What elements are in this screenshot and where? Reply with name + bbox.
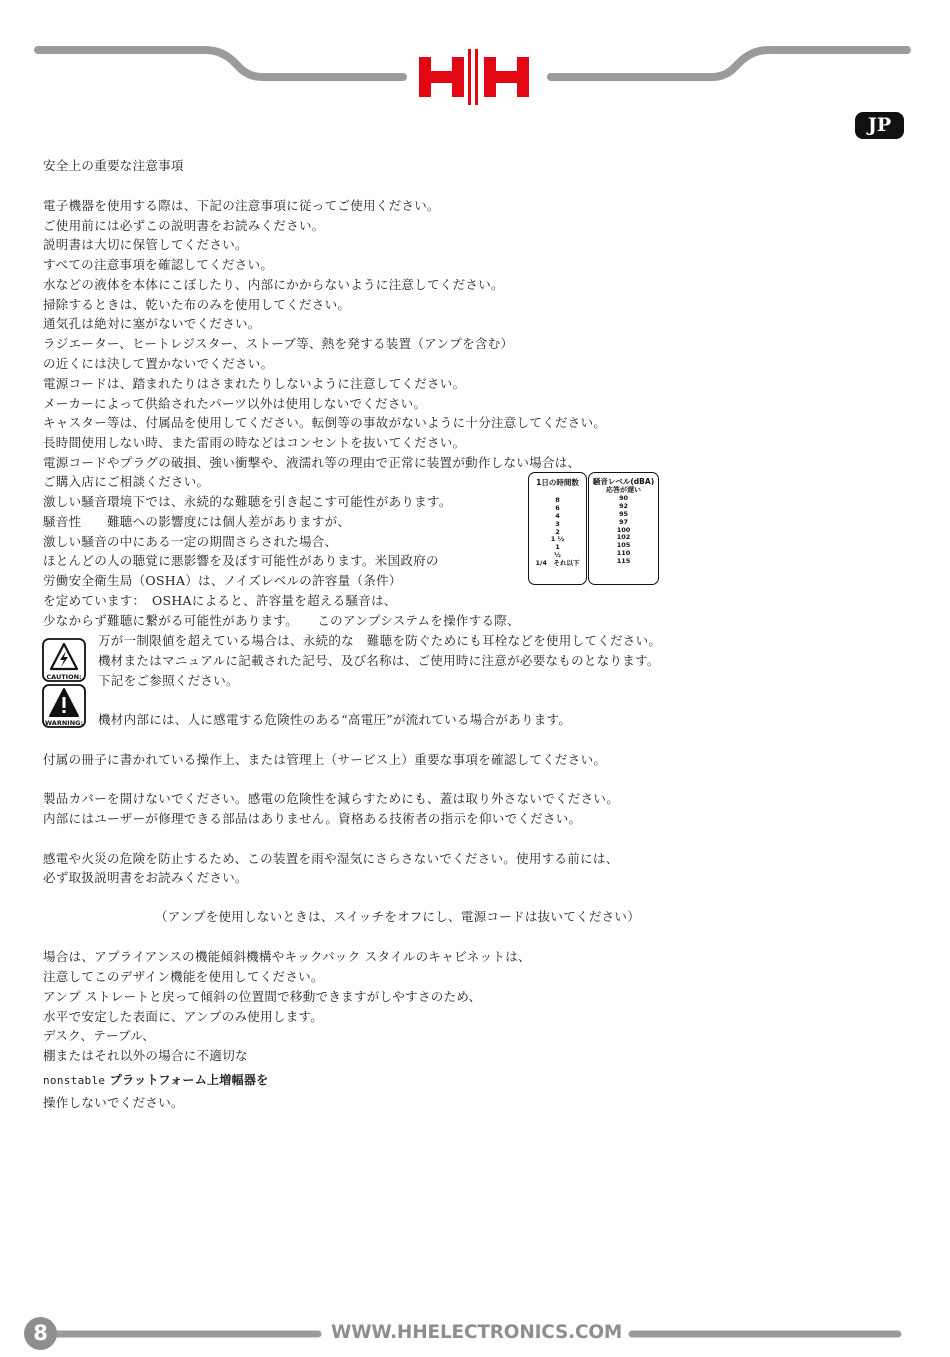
body-line: ご使用前には必ずこの説明書をお読みください。 [43,218,325,233]
level-value: 110 [616,549,631,558]
level-value: 105 [616,541,631,550]
body-line: 水などの液体を本体にこぼしたり、内部にかからないように注意してください。 [43,277,504,292]
caution-label: CAUTION: [46,673,82,681]
body-line: 激しい騒音の中にある一定の期間さらされた場合、 [43,534,338,549]
warning-sign [42,684,86,728]
cover-paragraph-line: 内部にはユーザーが修理できる部品はありません。資格ある技術者の指示を仰いでください。 [43,811,582,826]
hours-value: 1 ½ [550,535,565,544]
hh-logo [419,49,529,105]
body-line: ほとんどの人の聴覚に悪影響を及ぼす可能性があります。米国政府の [43,553,439,568]
level-value: 115 [616,557,631,566]
body-line: 説明書は大切に保管してください。 [43,237,248,252]
cart-line: アンプ ストレートと戻って傾斜の位置間で移動できますがしやすさのため、 [43,989,482,1004]
level-value: 100 [616,525,631,534]
icon-line: 機材またはマニュアルに記載された記号、及び名称は、ご使用時に注意が必要なものとなります。 [98,653,660,668]
body-line: ご購入店にご相談ください。 [43,474,210,489]
level-value: 92 [618,501,629,510]
nonstable-word: nonstable [43,1074,106,1087]
body-line: 電子機器を使用する際は、下記の注意事項に従ってご使用ください。 [43,198,440,213]
hours-column-box [528,472,587,585]
header-bar-left [38,50,403,77]
level-value: 102 [616,533,631,542]
body-line: 電源コードやプラグの破損、強い衝撃や、液濡れ等の理由で正常に装置が動作しない場合は、 [43,455,581,470]
body-line: キャスター等は、付属品を使用してください。転倒等の事故がないように十分注意してください。 [43,415,607,430]
body-line: 激しい騒音環境下では、永続的な難聴を引き起こす可能性があります。 [43,494,452,509]
nonstable-rest: プラットフォーム上増幅器を [105,1073,269,1087]
fire-paragraph-line: 必ず取扱説明書をお読みください。 [43,870,248,885]
page-title: 安全上の重要な注意事項 [43,158,184,173]
hours-value: ½ [554,551,561,560]
body-line: すべての注意事項を確認してください。 [43,257,274,272]
header-bar-right [551,50,907,77]
level-value: 95 [618,509,629,518]
levels-values [589,495,658,566]
cart-line: 場合は、アプライアンスの機能傾斜機構やキックバック スタイルのキャビネットは、 [43,949,531,964]
body-line: 長時間使用しない時、また雷雨の時などはコンセントを抜いてください。 [43,435,466,450]
body-line: ラジエーター、ヒートレジスター、ストーブ等、熱を発する装置（アンプを含む） [43,336,514,351]
icon-line: 万が一制限値を超えている場合は、永続的な 難聴を防ぐためにも耳栓などを使用してください。 [98,633,662,648]
cover-paragraph-line: 製品カバーを開けないでください。感電の危険性を減らすためにも、蓋は取り外さないでください。 [43,791,620,806]
body-line: 少なからず難聴に繋がる可能性があります。 このアンプシステムを操作する際、 [43,613,520,628]
hours-header: 1日の時間数 [536,478,579,487]
fire-paragraph-line: 感電や火災の危険を防止するため、この装置を雨や湿気にさらさないでください。使用する前には、 [43,851,619,866]
final-line: 操作しないでください。 [43,1095,184,1110]
body-line: メーカーによって供給されたパーツ以外は使用しないでください。 [43,396,427,411]
language-badge: JP [855,112,904,139]
page-number: 8 [24,1317,57,1350]
cart-line: デスク、テーブル、 [43,1028,156,1043]
power-note: （アンプを使用しないときは、スイッチをオフにし、電源コードは抜いてください） [155,909,641,924]
cart-line: 棚またはそれ以外の場合に不適切な [43,1048,248,1063]
levels-column-box [588,472,659,585]
body-line: 労働安全衛生局（OSHA）は、ノイズレベルの許容量（条件） [43,573,402,588]
hours-value: 8 [555,496,560,504]
icon-line: 機材内部には、人に感電する危険性のある“高電圧”が流れている場合があります。 [98,712,572,727]
level-value: 97 [618,517,629,526]
cart-line: 水平で安定した表面に、アンプのみ使用します。 [43,1009,324,1024]
hours-value: 4 [555,511,560,520]
hours-value: 3 [555,519,560,528]
cart-line: 注意してこのデザイン機能を使用してください。 [43,969,324,984]
footer-url[interactable]: WWW.HHELECTRONICS.COM [331,1322,623,1343]
hours-value: 6 [555,503,560,512]
nonstable-line [43,1072,269,1089]
caution-sign [42,638,86,682]
hours-value: 2 [555,527,560,536]
service-paragraph: 付属の冊子に書かれている操作上、または管理上（サービス上）重要な事項を確認してください。 [43,752,607,767]
body-line: の近くには決して置かないでください。 [43,356,274,371]
body-line: 電源コードは、踏まれたりはさまれたりしないように注意してください。 [43,376,466,391]
body-line: 騒音性 難聴への影響度には個人差がありますが、 [43,514,351,529]
hours-value: 1 [555,543,560,552]
hours-values [529,497,586,568]
hours-value: 1/4 それ以下 [535,559,580,568]
levels-subheader: 応答が遅い [606,486,641,494]
warning-label: WARNING: [44,719,84,727]
icon-line: 下記をご参照ください。 [98,673,239,688]
level-value: 90 [618,494,629,502]
body-line: 通気孔は絶対に塞がないでください。 [43,316,261,331]
header-decoration [0,0,950,110]
levels-header: 騒音レベル(dBA) [592,477,655,486]
body-line: を定めています： OSHAによると、許容量を超える騒音は、 [43,593,397,608]
body-line: 掃除するときは、乾いた布のみを使用してください。 [43,297,351,312]
